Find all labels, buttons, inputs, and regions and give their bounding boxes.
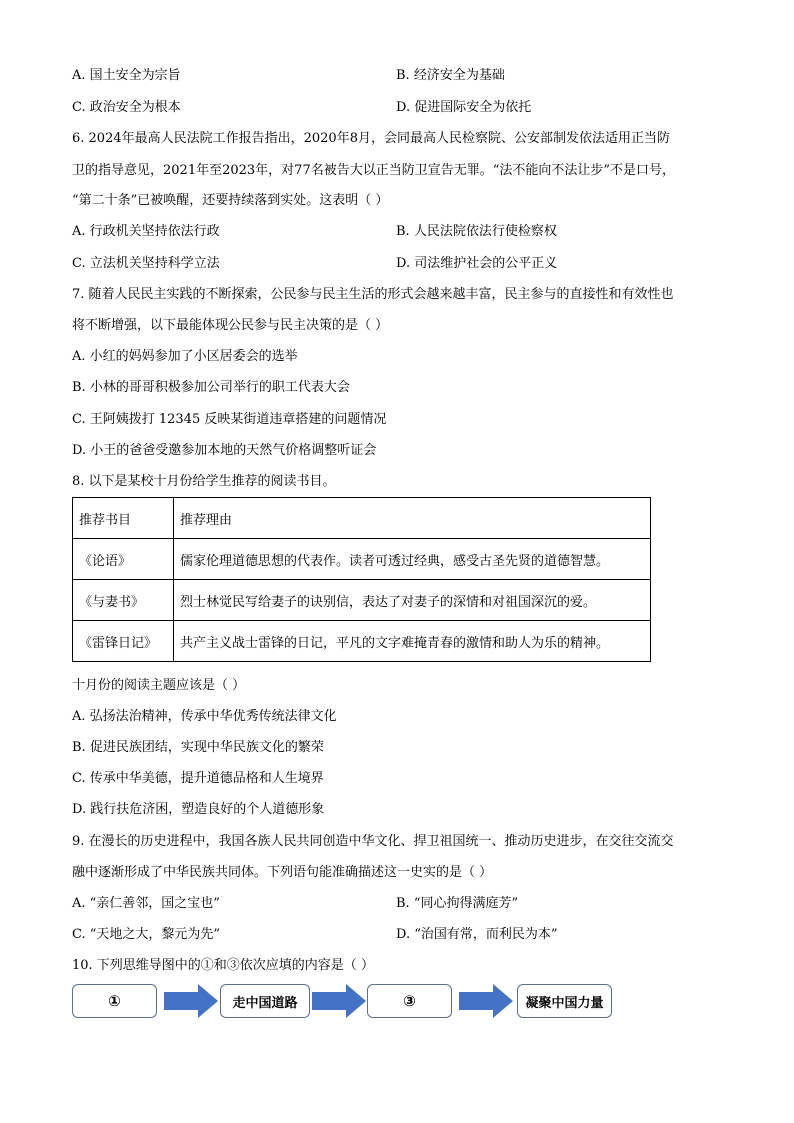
table-row (73, 539, 651, 580)
mind-map-flow (0, 984, 794, 1024)
q6-option-b: B. 人民法院依法行使检察权 (396, 224, 557, 239)
q9-option-d: D. “治国有常，而利民为本” (396, 927, 558, 942)
mind-map-box-2: 走中国道路 (220, 984, 310, 1018)
q7-option-a: A. 小红的妈妈参加了小区居委会的选举 (72, 349, 298, 364)
q8-option-d: D. 践行扶危济困，塑造良好的个人道德形象 (72, 802, 325, 817)
table-header-row (73, 498, 651, 539)
q9-stem-line1: 9. 在漫长的历史进程中，我国各族人民共同创造中华文化、捍卫祖国统一、推动历史进步，在交往交流交 (72, 834, 674, 849)
table-cell-reason: 儒家伦理道德思想的代表作。读者可透过经典，感受古圣先贤的道德智慧。 (174, 539, 651, 580)
q7-stem-line2: 将不断增强，以下最能体现公民参与民主决策的是（ ） (72, 318, 389, 333)
table-cell-reason: 共产主义战士雷锋的日记，平凡的文字难掩青春的激情和助人为乐的精神。 (174, 621, 651, 662)
flow-arrow-icon (459, 984, 515, 1018)
q7-option-c: C. 王阿姨拨打 12345 反映某街道违章搭建的问题情况 (72, 412, 387, 427)
q8-question: 十月份的阅读主题应该是（ ） (72, 678, 246, 693)
q9-option-a: A. “亲仁善邻，国之宝也” (72, 896, 220, 911)
table-cell-book: 《雷锋日记》 (73, 621, 174, 662)
q6-stem-line3: “第二十条”已被唤醒，还要持续落到实处。这表明（ ） (72, 193, 389, 208)
reading-list-table (72, 497, 651, 662)
table-row (73, 580, 651, 621)
mind-map-box-1: ① (72, 984, 157, 1018)
q7-option-d: D. 小王的爸爸受邀参加本地的天然气价格调整听证会 (72, 443, 377, 458)
q6-option-a: A. 行政机关坚持依法行政 (72, 224, 220, 239)
table-header-cell: 推荐书目 (73, 498, 174, 539)
q8-intro: 8. 以下是某校十月份给学生推荐的阅读书目。 (72, 474, 336, 489)
q6-stem-line2: 卫的指导意见，2021年至2023年，对77名被告大以正当防卫宣告无罪。“法不能向不法让步”不是口号， (72, 163, 676, 178)
q6-option-d: D. 司法维护社会的公平正义 (396, 256, 558, 271)
q10-intro: 10. 下列思维导图中的①和③依次应填的内容是（ ） (72, 958, 374, 973)
q5-option-d: D. 促进国际安全为依托 (396, 100, 532, 115)
q9-option-b: B. “同心拘得满庭芳” (396, 896, 519, 911)
flow-arrow-icon (312, 984, 368, 1018)
table-cell-book: 《论语》 (73, 539, 174, 580)
q9-stem-line2: 融中逐渐形成了中华民族共同体。下列语句能准确描述这一史实的是（ ） (72, 865, 493, 880)
q8-option-b: B. 促进民族团结，实现中华民族文化的繁荣 (72, 740, 324, 755)
q7-option-b: B. 小林的哥哥积极参加公司举行的职工代表大会 (72, 380, 350, 395)
q7-stem-line1: 7. 随着人民民主实践的不断探索，公民参与民主生活的形式会越来越丰富，民主参与的直接性和有效性也 (72, 287, 674, 302)
mind-map-box-3: ③ (367, 984, 452, 1018)
mind-map-box-4: 凝聚中国力量 (517, 984, 612, 1018)
q9-option-c: C. “天地之大，黎元为先” (72, 927, 221, 942)
table-header-cell: 推荐理由 (174, 498, 651, 539)
q8-option-a: A. 弘扬法治精神，传承中华优秀传统法律文化 (72, 709, 337, 724)
table-cell-book: 《与妻书》 (73, 580, 174, 621)
q8-option-c: C. 传承中华美德，提升道德品格和人生境界 (72, 771, 324, 786)
q6-stem-line1: 6. 2024年最高人民法院工作报告指出，2020年8月，会同最高人民检察院、公安部制发依法适用正当防 (72, 131, 670, 146)
table-row (73, 621, 651, 662)
table-cell-reason: 烈士林觉民写给妻子的诀别信，表达了对妻子的深情和对祖国深沉的爱。 (174, 580, 651, 621)
q6-option-c: C. 立法机关坚持科学立法 (72, 256, 220, 271)
q5-option-c: C. 政治安全为根本 (72, 100, 181, 115)
q5-option-b: B. 经济安全为基础 (396, 68, 505, 83)
q5-option-a: A. 国土安全为宗旨 (72, 68, 181, 83)
flow-arrow-icon (164, 984, 220, 1018)
